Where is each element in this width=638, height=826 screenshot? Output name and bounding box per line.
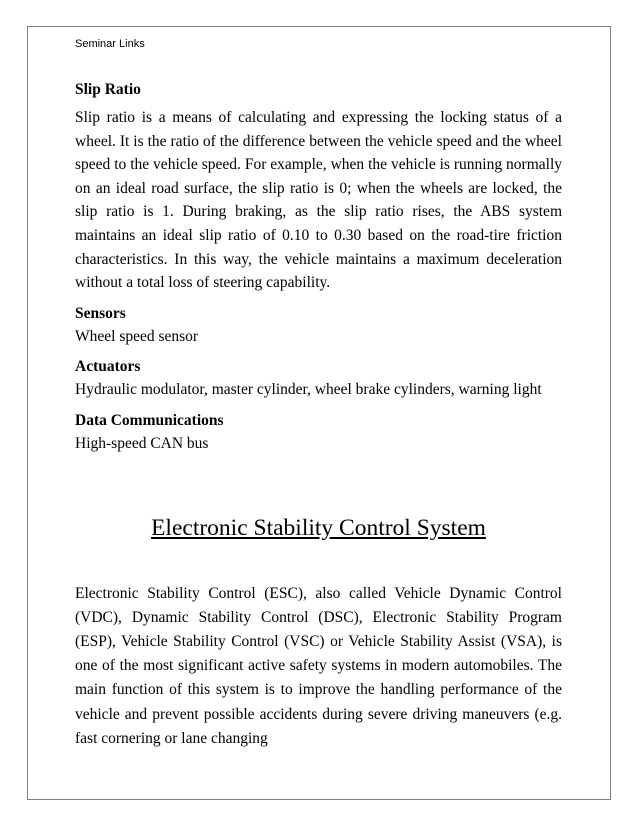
actuators-heading: Actuators	[75, 358, 141, 376]
esc-section-title: Electronic Stability Control System	[151, 514, 486, 541]
sensors-heading: Sensors	[75, 304, 126, 322]
sensors-paragraph: Wheel speed sensor	[75, 327, 199, 345]
slip-ratio-paragraph: Slip ratio is a means of calculating and expressing the locking status of a wheel. It is the ratio of the difference between the vehicle speed and the wheel speed to the vehicle speed. For example, when the vehicle is running normally on an ideal road surface, the slip ratio is 0; when the wheels are locked, the slip ratio is 1. During braking, as the slip ratio rises, the ABS system maintains an ideal slip ratio of 0.10 to 0.30 based on the road-tire friction characteristics. In this way, the vehicle maintains a maximum deceleration without a total loss of steering capability.	[75, 109, 562, 292]
actuators-paragraph: Hydraulic modulator, master cylinder, wheel brake cylinders, warning light	[75, 381, 542, 399]
data-communications-heading: Data Communications	[75, 411, 224, 429]
esc-paragraph: Electronic Stability Control (ESC), also called Vehicle Dynamic Control (VDC), Dynamic Stability Control (DSC), Electronic Stability Program (ESP), Vehicle Stability Control (VSC) or Vehicle Stability Assist (VSA), is one of the most significant active safety systems in modern automobiles. The main function of this system is to improve the handling performance of the vehicle and prevent possible accidents during severe driving maneuvers (e.g. fast cornering or lane changing	[75, 584, 562, 747]
page-content	[75, 78, 562, 751]
data-communications-paragraph: High-speed CAN bus	[75, 434, 209, 452]
page-header: Seminar Links	[75, 38, 145, 50]
slip-ratio-heading: Slip Ratio	[75, 81, 141, 98]
